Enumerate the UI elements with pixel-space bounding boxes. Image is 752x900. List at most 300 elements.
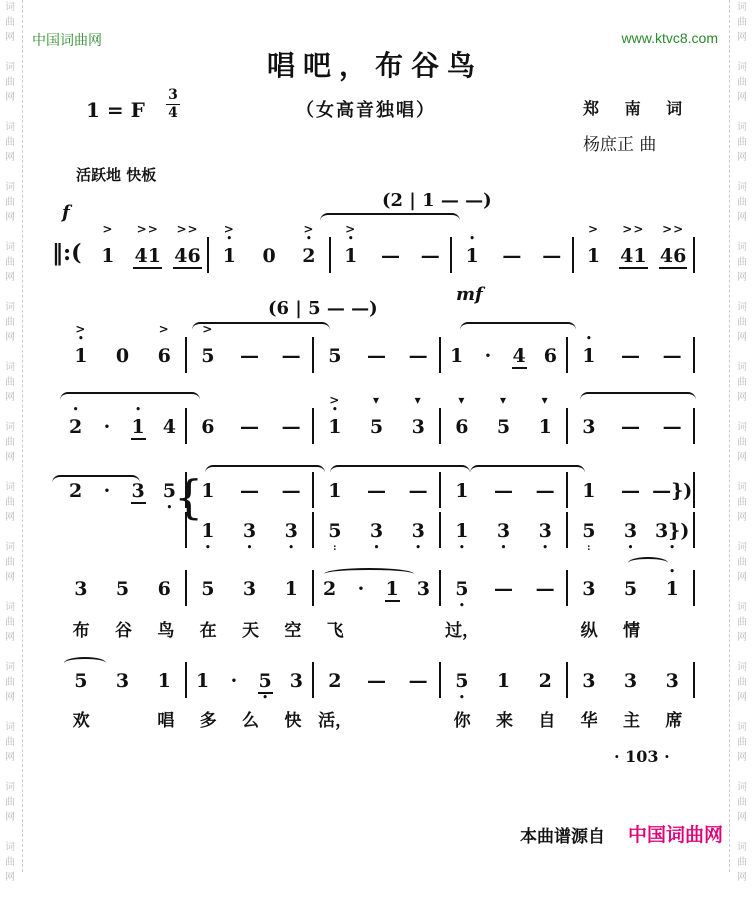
repeat-start-sign: ‖:(	[52, 240, 82, 266]
note	[483, 520, 525, 553]
lyric-syllable: 鸟	[157, 621, 175, 641]
watermark-char: 词	[5, 2, 15, 13]
lyrics-measure	[60, 616, 187, 641]
note	[397, 393, 439, 444]
note-value: —	[408, 670, 428, 692]
note-value: —	[542, 245, 562, 267]
watermark-char: 网	[5, 512, 15, 523]
note-value: —	[281, 416, 301, 438]
watermark-char: 网	[737, 152, 747, 163]
low-octave-dot: •	[458, 601, 465, 611]
watermark-char: 网	[5, 392, 15, 403]
note-value: 6	[201, 416, 215, 438]
high-octave-dot: •	[226, 234, 233, 244]
note	[568, 670, 610, 698]
note-value: 1	[157, 670, 171, 692]
watermark-char: 网	[5, 92, 15, 103]
low-octave-dot: •	[262, 693, 268, 703]
ossia-row1: (2 | 1 — —)	[382, 190, 492, 211]
note-value: —	[281, 345, 301, 367]
note	[229, 520, 271, 553]
note-value: 0	[262, 245, 276, 267]
note	[483, 480, 525, 508]
note	[524, 670, 566, 698]
lyric-syllable: 谷	[114, 621, 132, 641]
watermark-char: 词	[737, 422, 747, 433]
slur	[460, 322, 576, 330]
note	[651, 345, 693, 373]
watermark-char: 曲	[5, 797, 15, 808]
note	[270, 480, 312, 508]
note-value: 3	[74, 578, 88, 600]
watermark-char: 曲	[737, 497, 747, 508]
note	[397, 670, 439, 698]
accent-mark: >>	[662, 222, 685, 236]
note	[270, 345, 312, 373]
note-value: ·	[230, 670, 238, 692]
lyric-syllable: 活，	[318, 711, 353, 731]
note	[532, 245, 572, 273]
accent-mark: ▾	[414, 393, 422, 407]
lyric-syllable: 欢	[72, 711, 90, 731]
site-url-link[interactable]: www.ktvc8.com	[621, 30, 718, 46]
watermark-char: 网	[737, 692, 747, 703]
composer: 杨庶正 曲	[583, 135, 657, 155]
key-signature: 1 = F	[86, 98, 145, 122]
note	[60, 578, 102, 606]
note-value: —	[381, 245, 400, 267]
accent-mark: >>	[176, 222, 199, 236]
note-value: 1	[328, 480, 342, 502]
note	[613, 222, 653, 273]
note-value: 5	[115, 578, 130, 600]
margin-divider-left	[22, 0, 23, 872]
note-value: 3	[369, 520, 384, 542]
lyric-syllable	[399, 706, 441, 731]
note	[356, 393, 398, 444]
note-value: 3	[416, 578, 430, 600]
watermark-char: 词	[737, 2, 747, 13]
note-value: 2	[69, 480, 83, 502]
measure	[185, 472, 312, 508]
note-value: 3	[411, 520, 425, 542]
note	[610, 345, 652, 373]
note	[472, 345, 503, 373]
notation-row	[60, 222, 695, 275]
note-value: 1	[385, 578, 399, 600]
watermark-char: 词	[5, 842, 15, 853]
watermark-char: 词	[5, 602, 15, 613]
note-value: —	[367, 345, 386, 367]
note	[441, 393, 483, 444]
note	[314, 393, 356, 444]
watermark-char: 网	[737, 272, 747, 283]
watermark-char: 曲	[737, 197, 747, 208]
note-value: —	[367, 670, 386, 692]
note-value: 1	[328, 416, 342, 438]
note	[653, 222, 693, 273]
lyric-syllable: 纵	[580, 621, 598, 641]
note	[568, 520, 610, 553]
notation-row	[60, 480, 695, 513]
accent-mark: >	[102, 222, 114, 236]
note	[187, 670, 218, 698]
notation-row	[60, 322, 695, 375]
note	[229, 345, 271, 373]
notation-row	[60, 520, 695, 553]
watermark-char: 词	[737, 482, 747, 493]
note-value: 1	[450, 345, 464, 367]
note-value: 1	[455, 520, 469, 542]
note	[314, 345, 356, 373]
lyric-syllable: 天	[241, 621, 259, 641]
lyric-syllable: 主	[622, 711, 640, 731]
note	[187, 578, 229, 606]
high-octave-dot: •	[135, 405, 141, 415]
low-octave-dot: •	[415, 543, 422, 553]
watermark-char: 网	[5, 692, 15, 703]
notation-row	[60, 670, 695, 703]
note-value: —	[535, 480, 555, 502]
measure	[566, 512, 695, 553]
low-octave-dot: •	[204, 543, 211, 553]
watermark-char: 曲	[5, 317, 15, 328]
note	[60, 670, 102, 698]
note	[314, 670, 356, 698]
note-value: —	[240, 345, 259, 367]
watermark-char: 词	[737, 542, 747, 553]
note-value: 1	[582, 480, 596, 502]
note-value: 1	[201, 480, 215, 502]
note	[187, 520, 229, 553]
watermark-char: 词	[737, 842, 747, 853]
watermark-char: 词	[737, 722, 747, 733]
watermark-left	[0, 0, 20, 900]
lyric-syllable: 情	[622, 621, 640, 641]
measure	[439, 570, 566, 611]
site-name-link[interactable]: 中国词曲网	[32, 32, 102, 48]
note-value: 5	[582, 520, 596, 542]
note-value: 3	[242, 578, 257, 600]
watermark-char: 网	[737, 752, 747, 763]
watermark-char: 曲	[737, 77, 747, 88]
lyric-syllable: 来	[495, 711, 513, 731]
lyric-syllable: 华	[580, 711, 598, 731]
note-value: 2	[328, 670, 342, 692]
note-value: —	[494, 578, 513, 600]
note-value: 2	[302, 245, 316, 267]
measure	[60, 570, 185, 606]
measure	[185, 322, 312, 373]
note-value: 41	[134, 245, 161, 267]
note-value: 3	[284, 520, 298, 542]
measure	[439, 512, 566, 553]
note	[356, 480, 398, 508]
note	[209, 222, 249, 273]
note-value: 1	[665, 578, 679, 600]
watermark-char: 词	[737, 302, 747, 313]
note	[143, 322, 185, 373]
accent-mark: >	[223, 222, 235, 236]
watermark-char: 网	[737, 632, 747, 643]
note-value: 5	[369, 416, 384, 438]
measure	[60, 322, 185, 373]
note	[270, 416, 312, 444]
note-value: 3	[289, 670, 303, 692]
measure	[312, 662, 439, 698]
accent-mark: ▾	[541, 393, 549, 407]
low-octave-dot: •	[458, 693, 465, 703]
note-value: ·	[103, 480, 111, 502]
watermark-char: 网	[737, 332, 747, 343]
note-value: —	[408, 345, 428, 367]
watermark-char: 曲	[737, 437, 747, 448]
watermark-char: 曲	[737, 557, 747, 568]
note-value: —})	[652, 480, 693, 502]
watermark-char: 曲	[5, 77, 15, 88]
note	[345, 578, 376, 606]
measure	[439, 337, 566, 373]
note	[610, 670, 652, 698]
note-value: 5	[496, 416, 511, 438]
accent-mark: ▾	[372, 393, 381, 407]
note	[229, 416, 271, 444]
lyric-syllable: 空	[284, 621, 302, 641]
note	[441, 670, 483, 703]
watermark-char: 词	[5, 62, 15, 73]
note-value: 3	[582, 670, 596, 692]
watermark-char: 曲	[5, 737, 15, 748]
measure	[566, 662, 695, 698]
measure	[450, 234, 571, 273]
measure	[439, 393, 566, 444]
watermark-char: 网	[737, 92, 747, 103]
watermark-char: 网	[5, 872, 15, 883]
watermark-char: 网	[737, 32, 747, 43]
watermark-char: 网	[5, 332, 15, 343]
note-value: 3	[582, 416, 596, 438]
note-value: —	[535, 578, 555, 600]
note-value: 3	[623, 520, 638, 542]
note	[314, 578, 345, 606]
watermark-char: 曲	[5, 617, 15, 628]
note	[574, 222, 614, 273]
note	[397, 480, 439, 508]
lyric-syllable: 唱	[157, 711, 175, 731]
note	[441, 480, 483, 508]
measure	[60, 405, 185, 444]
note-value: 1	[496, 670, 511, 692]
lyrics-measure	[60, 706, 187, 731]
note-value: 1	[582, 345, 596, 367]
note	[123, 480, 154, 508]
note-value: 1	[222, 245, 236, 267]
note	[397, 520, 439, 553]
note	[524, 578, 566, 606]
watermark-char: 词	[737, 122, 747, 133]
note-value: 1	[101, 245, 115, 267]
note	[314, 480, 356, 508]
note-value: 5	[328, 520, 342, 542]
source-label: 本曲谱源自	[520, 827, 605, 847]
note-value: 0	[115, 345, 130, 367]
note-value: —	[621, 345, 640, 367]
note	[123, 405, 154, 444]
watermark-char: 词	[737, 62, 747, 73]
note-value: 5	[201, 578, 215, 600]
note	[60, 405, 91, 444]
note	[568, 416, 610, 444]
note	[452, 234, 492, 273]
lyric-syllable: 席	[665, 711, 683, 731]
note-value: 3})	[654, 520, 690, 542]
brace-icon: {	[174, 470, 204, 524]
note-value: 2	[538, 670, 552, 692]
note-value: 5	[201, 345, 215, 367]
watermark-char: 词	[5, 122, 15, 133]
watermark-char: 词	[737, 662, 747, 673]
measure	[312, 472, 439, 508]
lyric-syllable: 在	[199, 621, 217, 641]
source-site-link[interactable]: 中国词曲网	[628, 824, 724, 846]
note	[535, 345, 566, 373]
lyrics-row	[60, 616, 695, 641]
watermark-char: 曲	[737, 317, 747, 328]
note	[356, 670, 398, 698]
measure	[312, 512, 439, 553]
measure	[566, 334, 695, 373]
note-value: —	[420, 245, 440, 267]
note-value: 5	[455, 578, 469, 600]
measure	[439, 472, 566, 508]
measure	[312, 570, 439, 606]
note	[270, 578, 312, 606]
note	[610, 520, 652, 553]
lyric-syllable: 快	[284, 711, 302, 731]
low-octave-dot: •	[542, 543, 549, 553]
note	[504, 345, 535, 373]
watermark-char: 曲	[5, 377, 15, 388]
low-octave-dot: •	[500, 543, 507, 553]
watermark-char: 网	[737, 392, 747, 403]
lyric-syllable	[653, 616, 695, 641]
note	[568, 334, 610, 373]
note-value: 41	[620, 245, 647, 267]
note-value: 6	[157, 345, 171, 367]
note	[524, 480, 566, 508]
lyrics-row	[60, 706, 695, 731]
watermark-char: 词	[5, 782, 15, 793]
note-value: 5	[74, 670, 88, 692]
note	[356, 345, 398, 373]
lyric-syllable	[102, 706, 144, 731]
watermark-char: 网	[5, 632, 15, 643]
measure	[566, 472, 695, 508]
watermark-char: 曲	[737, 257, 747, 268]
high-octave-dot: •	[669, 567, 676, 577]
accent-mark: >>	[136, 222, 159, 236]
measure	[60, 222, 207, 273]
note	[289, 222, 329, 273]
lyric-syllable: 么	[241, 711, 259, 731]
time-sig-top: 3	[168, 87, 178, 103]
high-octave-dot: •	[72, 405, 79, 415]
measure	[185, 408, 312, 444]
accent-mark: >	[587, 222, 600, 236]
measure	[207, 222, 328, 273]
note	[651, 567, 693, 606]
note-value: 6	[157, 578, 171, 600]
measure	[312, 393, 439, 444]
note-value: 5	[623, 578, 638, 600]
note-value: 2	[69, 416, 83, 438]
note	[249, 245, 289, 273]
note	[102, 578, 144, 606]
watermark-char: 词	[5, 242, 15, 253]
measure	[572, 222, 695, 273]
note-value: 5	[328, 345, 342, 367]
watermark-char: 词	[737, 602, 747, 613]
note-value: 4	[162, 416, 176, 438]
measure	[185, 512, 312, 553]
accent-mark: >	[345, 222, 357, 236]
lyrics-measure	[568, 616, 695, 641]
measure	[329, 222, 450, 273]
note	[483, 578, 525, 606]
watermark-char: 词	[5, 722, 15, 733]
high-octave-dot: •	[469, 234, 475, 244]
note	[441, 345, 472, 373]
watermark-char: 词	[5, 182, 15, 193]
note-value: —	[502, 245, 522, 267]
note	[483, 393, 525, 444]
note-value: 4	[512, 345, 526, 367]
high-octave-dot: •	[306, 234, 312, 244]
note-value: —	[408, 480, 428, 502]
watermark-char: 曲	[5, 557, 15, 568]
watermark-char: 曲	[737, 137, 747, 148]
watermark-char: 词	[5, 422, 15, 433]
measure	[60, 472, 185, 513]
note-value: —	[621, 480, 640, 502]
watermark-char: 词	[737, 182, 747, 193]
margin-divider-right	[729, 0, 730, 872]
note	[397, 345, 439, 373]
lyric-syllable	[356, 616, 398, 641]
lyrics-measure	[314, 706, 441, 731]
note	[524, 520, 566, 553]
watermark-char: 网	[737, 452, 747, 463]
note-value: 2	[323, 578, 337, 600]
lyrics-measure	[441, 706, 568, 731]
note	[314, 520, 356, 553]
note-value: 1	[201, 520, 215, 542]
note	[102, 670, 144, 698]
lyric-syllable	[526, 616, 568, 641]
note	[91, 416, 122, 444]
watermark-char: 曲	[5, 257, 15, 268]
note-value: —	[494, 480, 513, 502]
note	[187, 480, 229, 508]
song-title: 唱吧，布谷鸟	[266, 49, 483, 82]
note	[441, 520, 483, 553]
note-value: —	[367, 480, 386, 502]
note	[270, 520, 312, 553]
lyrics-measure	[441, 616, 568, 641]
time-sig-bottom: 4	[168, 105, 178, 121]
watermark-char: 曲	[737, 377, 747, 388]
note	[60, 480, 91, 508]
